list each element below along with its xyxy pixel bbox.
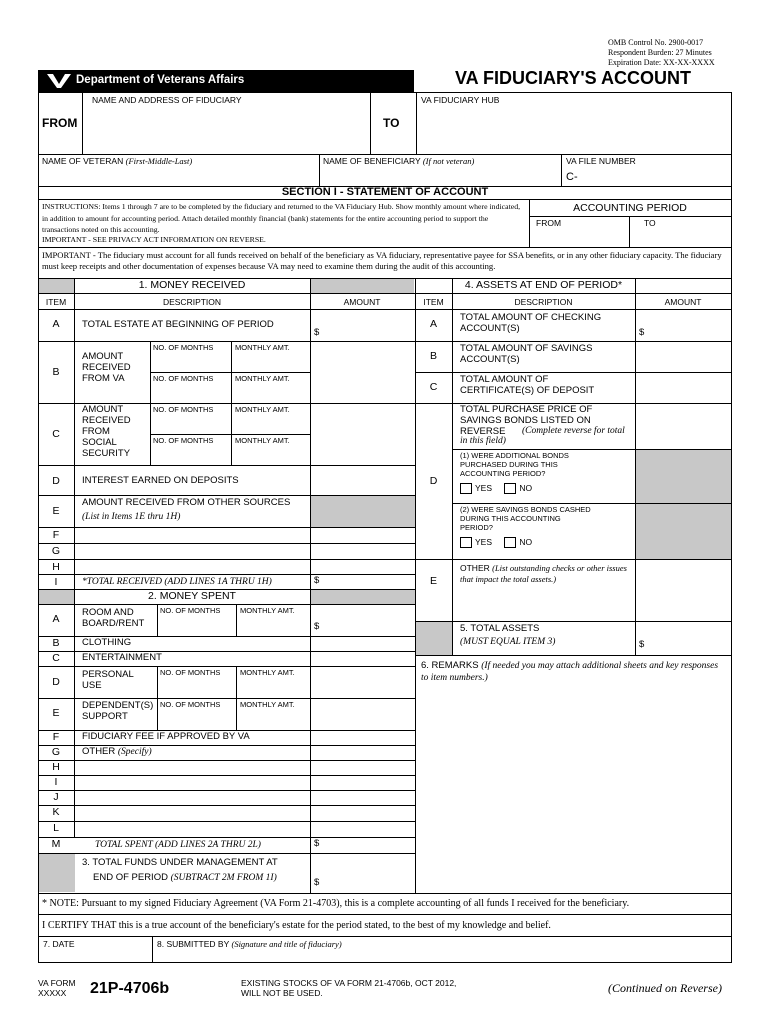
row-letter: K (52, 806, 60, 818)
stock-notice: EXISTING STOCKS OF VA FORM 21-4706b, OCT 2012, WILL NOT BE USED. (241, 978, 457, 998)
dollar-sign: $ (314, 838, 320, 849)
omb-burden: Respondent Burden: 27 Minutes (608, 48, 712, 57)
row-letter: E (52, 707, 60, 719)
dollar-sign: $ (314, 877, 320, 888)
row-letter: F (52, 731, 60, 743)
row-letter: I (54, 576, 58, 588)
entertainment-label: ENTERTAINMENT (82, 652, 162, 663)
total-estate-label: TOTAL ESTATE AT BEGINNING OF PERIOD (82, 319, 274, 330)
row-letter: D (52, 475, 60, 487)
row-letter: C (52, 652, 60, 664)
other-sources-label: AMOUNT RECEIVED FROM OTHER SOURCES (82, 497, 291, 508)
dollar-sign: $ (639, 327, 645, 338)
col-item-label: ITEM (423, 297, 444, 307)
remarks-label: 6. REMARKS (If needed you may attach additional sheets and key responses to item numbers.) (421, 660, 719, 683)
monthly-amt-label: MONTHLY AMT. (235, 436, 290, 445)
important-note: IMPORTANT - The fiduciary must account for all funds received on behalf of the beneficiary as VA fiduciary, representative payee for SSA benefits, or in any other fiduciary capacity. The fiduciary must keep receipts and other documentation of expenses because VA may need to examine them during the audit of this accounting. (42, 250, 722, 271)
omb-block (608, 38, 715, 68)
row-letter: F (52, 529, 60, 541)
hub-field[interactable] (418, 106, 728, 152)
personal-use-label: PERSONAL USE (82, 669, 134, 691)
monthly-amt-label: MONTHLY AMT. (235, 343, 290, 352)
assets-title: 4. ASSETS AT END OF PERIOD* (464, 279, 623, 291)
veteran-name-label: NAME OF VETERAN (First-Middle-Last) (42, 156, 193, 166)
col-amount-label: AMOUNT (664, 297, 702, 307)
file-number-field[interactable]: C- (566, 171, 578, 183)
total-funds-label: 3. TOTAL FUNDS UNDER MANAGEMENT AT (82, 857, 278, 868)
monthly-amt-label: MONTHLY AMT. (240, 668, 295, 677)
bonds-label: TOTAL PURCHASE PRICE OF SAVINGS BONDS LISTED ON REVERSE (460, 404, 593, 437)
row-letter: M (51, 838, 61, 850)
form-number: 21P-4706b (90, 980, 170, 997)
total-assets-label: 5. TOTAL ASSETS (460, 623, 540, 634)
accounting-period-label: ACCOUNTING PERIOD (573, 202, 687, 214)
row-letter: A (52, 613, 60, 625)
col-amount-label: AMOUNT (343, 297, 381, 307)
note-text: * NOTE: Pursuant to my signed Fiduciary Agreement (VA Form 21-4703), this is a complete accounting of all funds I received for the beneficiary. (42, 898, 630, 909)
no-months-label: NO. OF MONTHS (160, 668, 221, 677)
to-label: TO (383, 116, 400, 130)
period-to-field[interactable] (631, 230, 729, 245)
no-months-label: NO. OF MONTHS (153, 343, 214, 352)
period-to-label: TO (644, 218, 656, 228)
row-letter: G (51, 545, 61, 557)
row-letter: G (51, 746, 61, 758)
agency-name: Department of Veterans Affairs (76, 74, 245, 86)
submitted-by-label: 8. SUBMITTED BY (Signature and title of fiduciary) (157, 939, 342, 949)
monthly-amt-label: MONTHLY AMT. (235, 374, 290, 383)
col-description-label: DESCRIPTION (162, 297, 222, 307)
no-months-label: NO. OF MONTHS (160, 606, 221, 615)
savings-label: TOTAL AMOUNT OF SAVINGS ACCOUNT(S) (460, 343, 593, 365)
omb-expiration: Expiration Date: XX-XX-XXXX (608, 58, 715, 67)
ssa-received-label: AMOUNT RECEIVED FROM SOCIAL SECURITY (82, 404, 131, 459)
beneficiary-name-label: NAME OF BENEFICIARY (If not veteran) (323, 156, 475, 166)
interest-label: INTEREST EARNED ON DEPOSITS (82, 475, 239, 486)
total-received-label: *TOTAL RECEIVED (ADD LINES 1A THRU 1H) (82, 577, 272, 587)
monthly-amt-label: MONTHLY AMT. (235, 405, 290, 414)
cd-amount[interactable] (637, 374, 729, 401)
bonds-cashed-question: (2) WERE SAVINGS BONDS CASHED DURING THIS ACCOUNTING PERIOD? (460, 505, 591, 532)
dollar-sign: $ (639, 639, 645, 650)
row-letter: I (54, 776, 58, 788)
row-letter: A (429, 318, 437, 330)
savings-amount[interactable] (637, 343, 729, 370)
money-received-title: 1. MONEY RECEIVED (138, 279, 246, 291)
veteran-name-field[interactable] (40, 168, 316, 184)
room-board-label: ROOM AND BOARD/RENT (82, 607, 145, 629)
privacy-note: IMPORTANT - SEE PRIVACY ACT INFORMATION ON REVERSE. (42, 235, 266, 244)
no-checkbox[interactable] (504, 537, 516, 548)
money-spent-title: 2. MONEY SPENT (148, 590, 236, 602)
dollar-sign: $ (314, 621, 320, 632)
clothing-label: CLOTHING (82, 637, 132, 648)
monthly-amt-label: MONTHLY AMT. (240, 606, 295, 615)
row-letter: C (429, 381, 438, 393)
row-letter: H (52, 761, 60, 773)
row-letter: L (53, 822, 59, 834)
certify-text: I CERTIFY THAT this is a true account of the beneficiary's estate for the period stated, to the best of my knowledge and belief. (42, 920, 551, 931)
dollar-sign: $ (314, 327, 320, 338)
beneficiary-name-field[interactable] (321, 168, 559, 184)
other-assets-label: OTHER (List outstanding checks or other issues that impact the total assets.) (460, 563, 627, 584)
col-item-label: ITEM (45, 297, 67, 307)
signature-field[interactable] (154, 950, 729, 961)
from-label: FROM (42, 116, 78, 130)
total-estate-amount[interactable] (322, 312, 412, 338)
form-title: VA FIDUCIARY'S ACCOUNT (455, 68, 691, 88)
row-letter: D (52, 676, 60, 688)
no-months-label: NO. OF MONTHS (153, 374, 214, 383)
period-from-field[interactable] (531, 230, 627, 245)
hub-label: VA FIDUCIARY HUB (421, 95, 500, 105)
other-spent-label: OTHER (Specify) (82, 746, 152, 757)
total-funds-label-2: END OF PERIOD (SUBTRACT 2M FROM 1I) (93, 872, 277, 883)
yes-checkbox[interactable] (460, 483, 472, 494)
continued-note: (Continued on Reverse) (608, 981, 722, 995)
dollar-sign: $ (314, 575, 320, 586)
period-from-label: FROM (536, 218, 562, 228)
fiduciary-fee-label: FIDUCIARY FEE IF APPROVED BY VA (82, 731, 250, 742)
remarks-field[interactable] (418, 688, 728, 890)
fiduciary-name-field[interactable] (84, 106, 368, 152)
checking-label: TOTAL AMOUNT OF CHECKING ACCOUNT(S) (460, 312, 602, 334)
total-assets-hint: (MUST EQUAL ITEM 3) (460, 637, 556, 647)
no-checkbox[interactable] (504, 483, 516, 494)
bonds-amount[interactable] (637, 405, 729, 447)
row-letter: E (52, 505, 60, 517)
total-spent-amount[interactable] (322, 838, 412, 852)
row-letter: B (52, 637, 60, 649)
section1-title: SECTION I - STATEMENT OF ACCOUNT (281, 186, 489, 198)
footer-va-form: VA FORM XXXXX (38, 978, 76, 998)
row-letter: B (429, 350, 437, 362)
row-letter: C (52, 428, 60, 440)
bonds-purchased-question: (1) WERE ADDITIONAL BONDS PURCHASED DURING THIS ACCOUNTING PERIOD? (460, 451, 569, 478)
dependent-support-label: DEPENDENT(S) SUPPORT (82, 700, 154, 722)
col-description-label: DESCRIPTION (514, 297, 573, 307)
va-received-label: AMOUNT RECEIVED FROM VA (82, 351, 131, 384)
date-field[interactable] (40, 950, 150, 961)
row-letter: H (52, 561, 60, 573)
row-letter: D (429, 475, 438, 487)
no-months-label: NO. OF MONTHS (153, 405, 214, 414)
total-received-amount[interactable] (322, 575, 412, 589)
bonds-purchased-options: YES NO (460, 483, 532, 494)
agency-bar (38, 70, 414, 92)
row-letter: A (52, 318, 60, 330)
date-label: 7. DATE (43, 939, 75, 949)
total-funds-amount[interactable] (322, 856, 412, 890)
file-number-label: VA FILE NUMBER (566, 156, 636, 166)
other-sources-hint: (List in Items 1E thru 1H) (82, 512, 181, 522)
fiduciary-name-label: NAME AND ADDRESS OF FIDUCIARY (92, 95, 242, 105)
omb-control: OMB Control No. 2900-0017 (608, 38, 704, 47)
yes-checkbox[interactable] (460, 537, 472, 548)
no-months-label: NO. OF MONTHS (153, 436, 214, 445)
cd-label: TOTAL AMOUNT OF CERTIFICATE(S) OF DEPOSIT (460, 374, 595, 396)
checking-amount[interactable] (646, 312, 728, 338)
row-letter: E (429, 575, 437, 587)
bonds-cashed-options: YES NO (460, 537, 532, 548)
va-logo-icon (46, 73, 72, 89)
instructions: INSTRUCTIONS: Items 1 through 7 are to be completed by the fiduciary and returned to the VA Fiduciary Hub. Show monthly amount where indicated, in addition to amount for accounting period. Attach detailed monthly financial (bank) statements for the entire accounting period to support the transactions noted on this accounting. (42, 202, 521, 234)
no-months-label: NO. OF MONTHS (160, 700, 221, 709)
total-assets-amount[interactable] (646, 623, 728, 653)
monthly-amt-label: MONTHLY AMT. (240, 700, 295, 709)
row-letter: J (53, 791, 59, 803)
bonds-hint: (Complete reverse for total in this field) (460, 426, 625, 446)
other-assets-amount[interactable] (637, 561, 729, 619)
total-spent-label: TOTAL SPENT (ADD LINES 2A THRU 2L) (95, 840, 261, 850)
row-letter: B (52, 366, 60, 378)
